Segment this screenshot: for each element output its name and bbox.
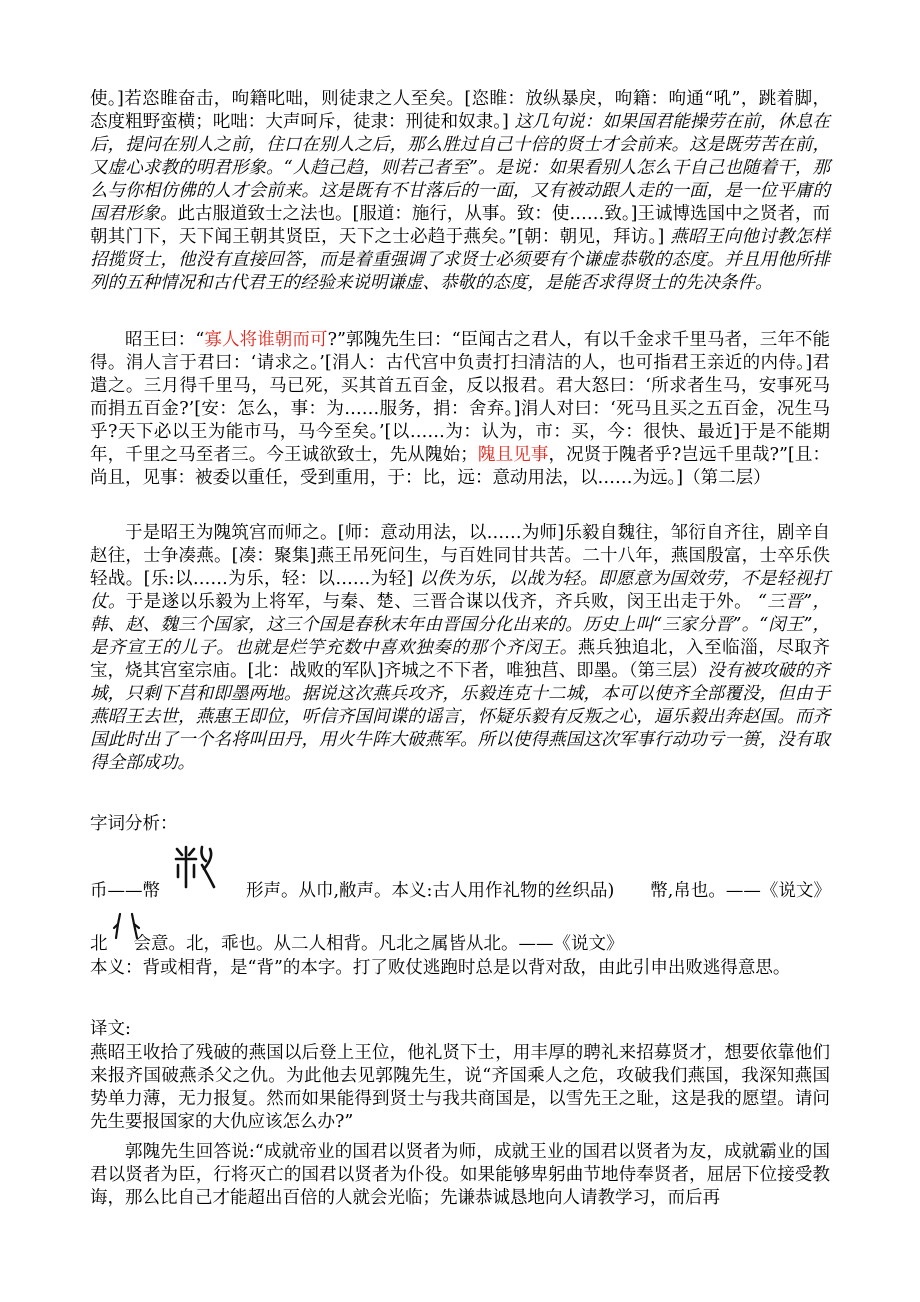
- text-segment: 此古服道致士之法也。[服道：施行，从事。致：使……致。]王诚博选国中之贤者，而朝其门下，天下闻王朝其贤臣，天下之士必趋于燕矣。”[朝：朝见，拜访。]: [90, 204, 831, 247]
- text-segment: 于是昭王为隗筑宫而师之。[师：意动用法，以……为师]乐毅自魏往，邹衍自齐往，剧辛自赵往，士争凑燕。[凑：聚集]燕王吊死问生，与百姓同甘共苦。二十八年，燕国殷富，士卒乐佚轻战。[乐:以……为乐，轻：以……为轻]: [90, 523, 830, 589]
- italic-commentary: 没有被攻破的齐城，只剩下莒和即墨两地。据说这次燕兵攻齐，乐毅连克十二城，本可以使齐全部覆没，但由于燕昭王去世，燕惠王即位，听信齐国间谍的谣言，怀疑乐毅有反叛之心，逼乐毅出奔赵国。而齐国此时出了一个名将叫田丹，用火牛阵大破燕军。所以使得燕国这次军事行动功亏一篑，没有取得全部成功。: [90, 661, 830, 773]
- italic-commentary: 以佚为乐，以战为轻。即愿意为国效劳，不是轻视打仗。: [90, 569, 830, 612]
- analysis-meaning: 本义：背或相背，是“背”的本字。打了败仗逃跑时总是以背对敌，由此引申出败逃得意思。: [90, 958, 791, 978]
- paragraph-commentary-1: [90, 88, 830, 295]
- analysis-bei-line: [90, 933, 624, 956]
- translation-heading: 译文:: [90, 1019, 131, 1039]
- text-segment: ，况贤于隗者乎?岂远千里哉?”[且：尚且，见事：被委以重任，受到重用，于：比，远：意动用法，以……为远。]（第二层）: [90, 445, 831, 488]
- paragraph-third-layer: [90, 522, 830, 775]
- bei-description: 会意。北，乖也。从二人相背。凡北之属皆从北。——《说文》: [133, 934, 624, 954]
- highlighted-phrase: 寡人将谁朝而可: [204, 330, 328, 350]
- bi-quote: 幣,帛也。——《说文》: [650, 881, 831, 901]
- translation-paragraph-1: 燕昭王收拾了残破的燕国以后登上王位，他礼贤下士，用丰厚的聘礼来招募贤才，想要依靠他们来报齐国破燕杀父之仇。为此他去见郭隗先生，说“齐国乘人之危，攻破我们燕国，我深知燕国势单力薄，无力报复。然而如果能得到贤士与我共商国是，以雪先王之耻，这是我的愿望。请问先生要报国家的大仇应该怎么办?”: [90, 1043, 830, 1132]
- analysis-bi-line: [90, 880, 831, 903]
- italic-commentary: 燕昭王向他讨教怎样招揽贤士，他没有直接回答，而是着重强调了求贤士必须要有个谦虚恭敬的态度。并且用他所排列的五种情况和古代君王的经验来说明谦虚、恭敬的态度，是能否求得贤士的先决条件。: [90, 227, 830, 293]
- text-segment: 昭王曰：“: [125, 330, 205, 350]
- highlighted-phrase: 隗且见事: [477, 445, 549, 465]
- bi-prefix: 币——幣: [90, 881, 160, 901]
- paragraph-second-layer: [90, 329, 830, 490]
- bi-description: 形声。从巾,敝声。本义:古人用作礼物的丝织品): [246, 881, 615, 901]
- text-segment: ?”郭隗先生曰：“臣闻古之君人，有以千金求千里马者，三年不能得。涓人言于君曰：‘请求之。’[涓人：古代宫中负责打扫清洁的人，也可指君王亲近的内侍。]君遣之。三月得千里马，马已死，买其首五百金，反以报君。君大怒曰：‘所求者生马，安事死马而捐五百金?’[安：怎么，事：为……服务，捐：舍弃。]涓人对曰：‘死马且买之五百金，况生马乎?天下必以王为能市马，马今至矣。’[以……为：认为，市：买，今：很快、最近]于是不能期年，千里之马至者三。今王诚欲致士，先从隗始；: [90, 330, 831, 465]
- text-segment: 于是遂以乐毅为上将军，与秦、楚、三晋合谋以伐齐，齐兵败，闵王出走于外。: [125, 592, 753, 612]
- analysis-heading: 字词分析：: [90, 814, 178, 834]
- italic-commentary: “三晋”，韩、赵、魏三个国家，这三个国是春秋末年由晋国分化出来的。历史上叫“三家分晋”。“闵王”，是齐宣王的儿子。也就是烂竽充数中喜欢独奏的那个齐闵王。: [90, 592, 830, 658]
- text-segment: 燕兵独追北，入至临淄，尽取齐宝，烧其宫室宗庙。[北：战败的军队]齐城之不下者，唯独莒、即墨。（第三层）: [90, 638, 830, 681]
- translation-paragraph-2: 郭隗先生回答说:“成就帝业的国君以贤者为师，成就王业的国君以贤者为友，成就霸业的国君以贤者为臣，行将灭亡的国君以贤者为仆役。如果能够卑躬曲节地侍奉贤者，屈居下位接受教诲，那么比自己才能超出百倍的人就会光临；先谦恭诚恳地向人请教学习，而后再: [90, 1142, 830, 1208]
- text-segment: 使。]若恣睢奋击，呴籍叱咄，则徒隶之人至矣。[恣睢：放纵暴戾，呴籍：呴通“吼”，跳着脚，态度粗野蛮横；叱咄：大声呵斥，徒隶：刑徒和奴隶。]: [90, 89, 830, 132]
- italic-commentary: 这几句说：如果国君能操劳在前，休息在后，提问在别人之前，住口在别人之后，那么胜过自己十倍的贤士才会前来。这是既劳苦在前，又虚心求教的明君形象。“人趋己趋，则若己者至”。是说：如果看别人怎么干自己也随着干，那么与你相仿佛的人才会前来。这是既有不甘落后的一面，又有被动跟人走的一面，是一位平庸的国君形象。: [90, 112, 830, 224]
- bei-prefix: 北: [90, 934, 108, 954]
